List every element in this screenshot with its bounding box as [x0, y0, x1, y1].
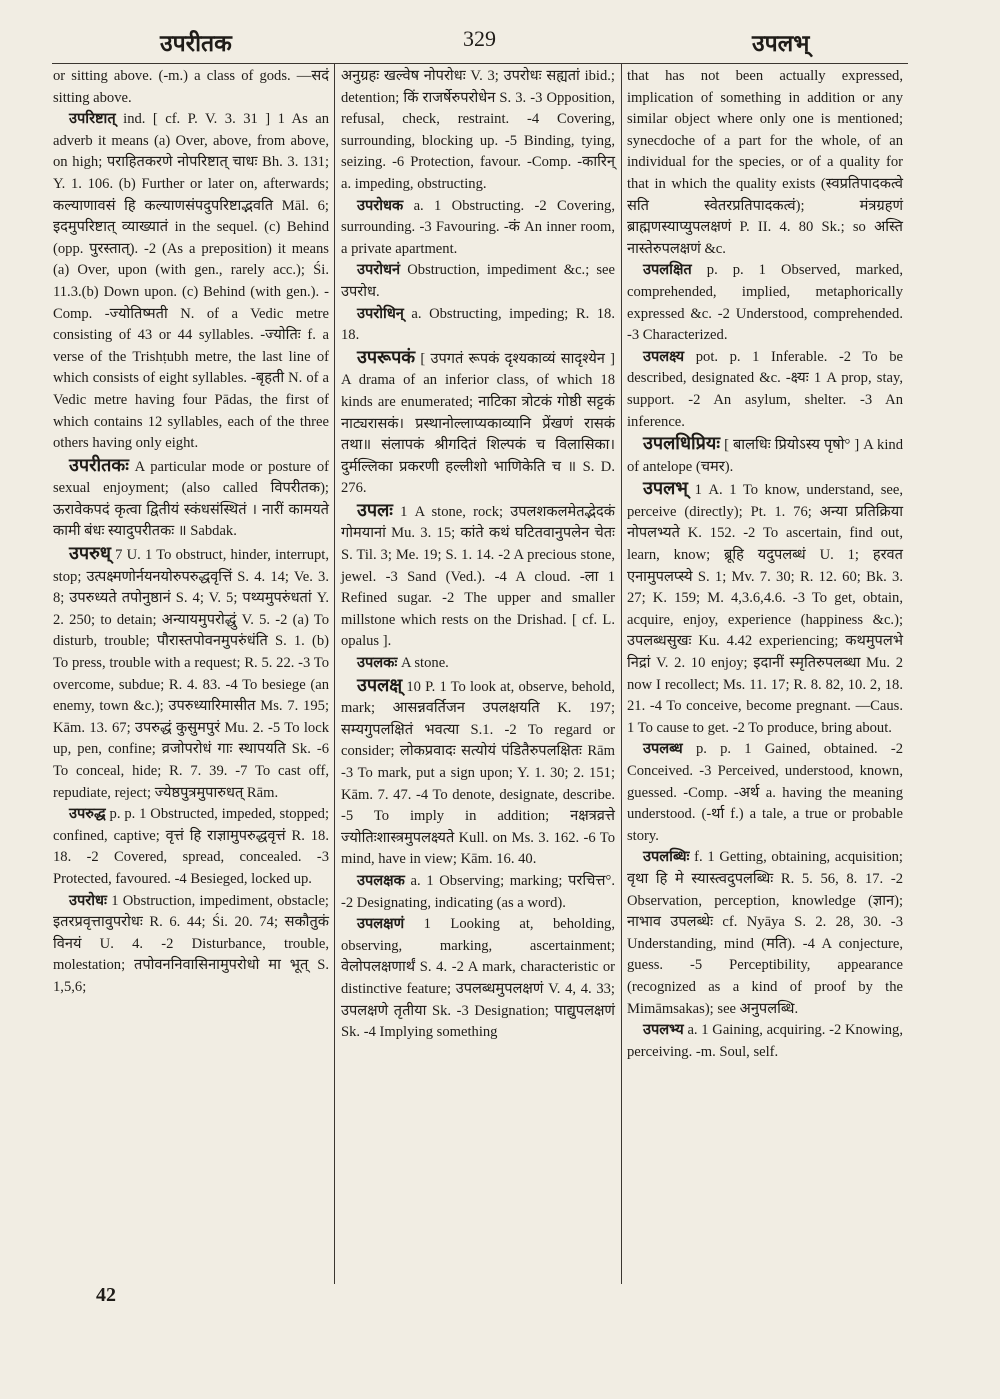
headword: उपरोधनं [357, 262, 401, 279]
signature-mark: 42 [96, 1284, 116, 1306]
headword: उपलब्ध [643, 741, 683, 758]
entry-text: अनुग्रहः खल्वेष नोपरोधः V. 3; उपरोधः सह्यतां ibid.; detention; किं राजर्षेरुपरोधेन S. 3. -3 Opposition, refusal, check, restraint. -4 Covering, surrounding, blocking up. -5 Binding, tying, seizing. -6 Protection, favour. -Comp. -कारिन् a. impeding, obstructing. [341, 68, 615, 192]
dictionary-entry [53, 109, 329, 455]
entry-text: [ बालधिः प्रियोऽस्य पृषो° ] A kind of antelope (चमर). [627, 437, 904, 475]
entry-text: [ उपगतं रूपकं दृश्यकाव्यं सादृश्येन ] A drama of an inferior class, of which 18 kinds are enumerated; नाटिका त्रोटकं गोष्ठी सट्टकं नाट्यरासकं। प्रस्थानोल्लाप्यकाव्यानि प्रेंखणं रासकं तथा॥ संलापकं श्रीगदितं शिल्पकं च विलासिका। दुर्मल्लिका प्रकरणी हल्लीशो भाणिकेति च ॥ S. D. 276. [341, 350, 615, 497]
headword: उपरुद्ध [69, 806, 106, 823]
entry-text: p. p. 1 Observed, marked, comprehended, implied, metaphorically expressed &c. -2 Understood, comprehended. -3 Characterized. [627, 262, 903, 344]
entry-text: a. Obstructing, impeding; R. 18. 18. [341, 305, 615, 344]
headword: उपलक्षक [357, 872, 405, 889]
dictionary-entry [627, 260, 903, 346]
header-rule [52, 63, 908, 64]
column-3 [627, 66, 903, 1063]
page-number: 329 [463, 26, 496, 51]
column-1 [53, 66, 329, 999]
dictionary-entry [53, 891, 329, 999]
column-2 [341, 66, 615, 1044]
dictionary-entry [341, 347, 615, 500]
dictionary-entry [627, 478, 903, 739]
headword: उपरोधिन् [357, 305, 404, 322]
entry-text: a. 1 Observing; marking; परचित्त°. -2 Designating, indicating (as a word). [341, 872, 616, 911]
dictionary-entry [627, 433, 903, 478]
entry-text: p. p. 1 Obstructed, impeded, stopped; confined, captive; वृत्तं हि राज्ञामुपरुद्धवृत्तं R. 18. 18. -2 Covered, spread, concealed. -3 Protected, favoured. -4 Besieged, locked up. [53, 806, 330, 887]
headword: उपलक्षणं [357, 916, 405, 933]
headword: उपरोधः [69, 892, 107, 909]
dictionary-entry [53, 455, 329, 543]
headword: उपलधिप्रियः [643, 433, 721, 454]
headword: उपरूपकं [357, 346, 416, 367]
dictionary-entry [341, 675, 615, 871]
entry-text: that has not been actually expressed, implication of something in addition or any similar object where only one is mentioned; synecdoche of a part for the whole, of an individual for the species, or of a quality for that in which the quality exists (स्वप्रतिपादकत्वे सति स्वेतरप्रतिपादकत्वं); मंत्रग्रहणं ब्राह्मणस्याप्युपलक्षणं P. II. 4. 80 Sk.; so अस्ति नास्तेरुपलक्षणं &c. [627, 68, 903, 257]
dictionary-entry [627, 347, 903, 433]
entry-continuation [53, 66, 329, 109]
dictionary-entry [341, 260, 615, 303]
entry-text: 7 U. 1 To obstruct, hinder, interrupt, stop; उत्पक्ष्मणोर्नयनयोरुपरुद्धवृत्तिं S. 4. 14; Ve. 3. 8; उपरुध्यते तपोनुष्ठानं S. 4; V. 5; पथ्यमुपरुंधतां Y. 2. 250; to detain; अन्यायमुपरोद्धुं V. 5. -2 (a) To disturb, trouble; पौरास्तपोवनमुपरुंधंति S. 1. (b) To press, trouble with a request; R. 5. 22. -3 To overcome, subdue; R. 4. 83. -4 To besiege (an enemy, town &c.); उपरुध्यारिमासीत Ms. 7. 195; Kām. 13. 67; उपरुद्धं कुसुमपुरं Mu. 2. -5 To lock up, pen, confine; व्रजोपरोधं गाः स्थापयति Sk. -6 To conceal, hide; R. 7. 39. -7 To cast off, repudiate, reject; ज्येष्ठपुत्रमुपारुधत् Rām. [53, 547, 330, 801]
entry-text: or sitting above. (-m.) a class of gods. —सदं sitting above. [53, 68, 329, 106]
entry-text: Obstruction, impediment &c.; see उपरोध. [341, 262, 615, 300]
column-divider-1 [334, 64, 335, 1284]
entry-text: f. 1 Getting, obtaining, acquisition; वृथा हि मे स्यास्त्वदुपलब्धिः R. 5. 56, 8. 17. -2 Observation, perception, knowledge (ज्ञान); नाभाव उपलब्धेः cf. Nyāya S. 2. 28, 30. -3 Understanding, mind (मति). -4 A conjecture, guess. -5 Perceptibility, appearance (recognized as a kind of proof by the Mimāmsakas); see अनुपलब्धि. [627, 849, 903, 1017]
entry-continuation [341, 66, 615, 196]
entry-text: 1 Obstruction, impediment, obstacle; इतरप्रवृत्तावुपरोधः R. 6. 44; Śi. 20. 74; सकौतुकं विनयं U. 4. -2 Disturbance, trouble, molestation; तपोवननिवासिनामुपरोधो मा भूत् S. 1,5,6; [53, 892, 329, 995]
entry-text: 10 P. 1 To look at, observe, behold, mark; आसन्नवर्तिजन उपलक्षयति K. 197; सम्यगुपलक्षितं भवत्या S.1. -2 To regard or consider; लोकप्रवादः सत्योयं पंडितैरुपलक्षितः Rām -3 To mark, put a sign upon; Y. 1. 30; 2. 151; Kām. 7. 47. -4 To denote, designate, describe. -5 To imply in addition; नक्षत्रव्रत्ते ज्योतिःशास्त्रमुपलक्ष्यते Kull. on Ms. 3. 162. -6 To mind, have in view; Kām. 16. 40. [341, 678, 616, 868]
headword: उपलक्षित [643, 262, 692, 279]
running-head-left: उपरीतक [160, 30, 232, 57]
dictionary-entry [627, 739, 903, 847]
headword: उपलकः [357, 655, 398, 672]
dictionary-entry [53, 543, 329, 804]
dictionary-entry [341, 871, 615, 914]
entry-continuation [627, 66, 903, 260]
headword: उपलब्धिः [643, 849, 690, 866]
column-divider-2 [621, 64, 622, 1284]
headword: उपरीतकः [69, 454, 129, 475]
entry-text: 1 A. 1 To know, understand, see, perceive (directly); Pt. 1. 76; अन्या प्रतिक्रिया नोपलभ्यते K. 152. -2 To ascertain, find out, learn, know; ब्रूहि यदुपलब्धं U. 1; हरवत एनामुपलप्स्ये S. 1; Mv. 7. 30; R. 12. 60; Bk. 3. 27; K. 159; M. 4,3.6,4.6. -3 To get, obtain, acquire, enjoy, experience (happiness &c.); उपलब्धसुखः Ku. 4.42 experiencing; कथमुपलभे निद्रां V. 2. 10 enjoy; इदानीं स्मृतिरुपलब्धा Mu. 2 now I recollect; Ms. 11. 17; R. 8. 82, 10. 2, 18. 21. -4 To conceive, become pregnant. —Caus. 1 To cause to get. -2 To produce, bring about. [627, 482, 903, 736]
headword: उपलः [357, 499, 393, 520]
headword: उपरोधक [357, 197, 404, 214]
dictionary-entry [627, 847, 903, 1020]
headword: उपलभ्य [643, 1022, 684, 1039]
dictionary-entry [627, 1020, 903, 1063]
headword: उपलभ् [643, 478, 688, 499]
dictionary-entry [341, 196, 615, 261]
dictionary-entry [341, 304, 615, 347]
headword: उपलक्ष्य [643, 348, 685, 365]
headword: उपलक्ष् [357, 674, 403, 695]
headword: उपरुध् [69, 543, 111, 564]
dictionary-entry [53, 804, 329, 890]
dictionary-entry [341, 914, 615, 1044]
entry-text: A particular mode or posture of sexual enjoyment; (also called विपरीतक); ऊरावेकपदं कृत्वा द्वितीयं स्कंधसंस्थितं । नारीं कामयते कामी बंधः स्यादुपरीतकः ॥ Sabdak. [53, 458, 329, 540]
entry-text: a. 1 Gaining, acquiring. -2 Knowing, perceiving. -m. Soul, self. [627, 1022, 903, 1060]
dictionary-entry [341, 653, 615, 675]
entry-text: pot. p. 1 Inferable. -2 To be described, designated &c. -क्ष्यः 1 A prop, stay, support. -2 An asylum, shelter. -3 An inference. [627, 348, 903, 430]
entry-text: A stone. [401, 655, 449, 672]
entry-text: 1 A stone, rock; उपलशकलमेतद्भेदकं गोमयानां Mu. 3. 15; कांते कथं घटितवानुपलेन चेतः S. Til. 3; Me. 19; S. 1. 14. -2 A precious stone, jewel. -3 Sand (Ved.). -4 A cloud. -ला 1 Refined sugar. -2 The upper and smaller millstone which rests on the Drishad. [ cf. L. opalus ]. [341, 503, 615, 650]
dictionary-entry [341, 500, 615, 653]
running-head-right: उपलभ् [752, 30, 810, 57]
entry-text: a. 1 Obstructing. -2 Covering, surrounding. -3 Favouring. -कं An inner room, a private apartment. [341, 197, 615, 257]
entry-text: p. p. 1 Gained, obtained. -2 Conceived. -3 Perceived, understood, known, guessed. -Comp. -अर्थ a. having the meaning understood. (-र्था f.) a tale, a true or probable story. [627, 741, 903, 844]
headword: उपरिष्टात् [69, 111, 116, 128]
entry-text: ind. [ cf. P. V. 3. 31 ] 1 As an adverb it means (a) Over, above, from above, on high; पराहितकरणे नोपरिष्टात् चाधः Bh. 3. 131; Y. 1. 106. (b) Further or later on, afterwards; कल्याणावसं हि कल्याणसंपदुपरिष्टाद्भवति Māl. 6; इदमुपरिष्टात् व्याख्यातं in the sequel. (c) Behind (opp. पुरस्तात्). -2 (As a preposition) it means (a) Over, upon (with gen., rarely acc.); Śi. 11.3.(b) Down upon. (c) Behind (with gen.). -Comp. -ज्योतिष्मती N. of a Vedic metre consisting of 43 or 44 syllables. -ज्योतिः f. a verse of the Trishṭubh metre, the last line of which consists of eight syllables. -बृहती N. of a Vedic metre having four Pādas, the first of which contains 12 syllables, each of the three others having only eight. [53, 111, 329, 452]
entry-text: 1 Looking at, beholding, observing, marking, ascertainment; वेलोपलक्षणार्थं S. 4. -2 A mark, characteristic or distinctive feature; उपलब्धमुपलक्षणं V. 4, 4. 33; उपलक्षणे तृतीया Sk. -3 Designation; पाद्युपलक्षणं Sk. -4 Implying something [341, 916, 615, 1041]
